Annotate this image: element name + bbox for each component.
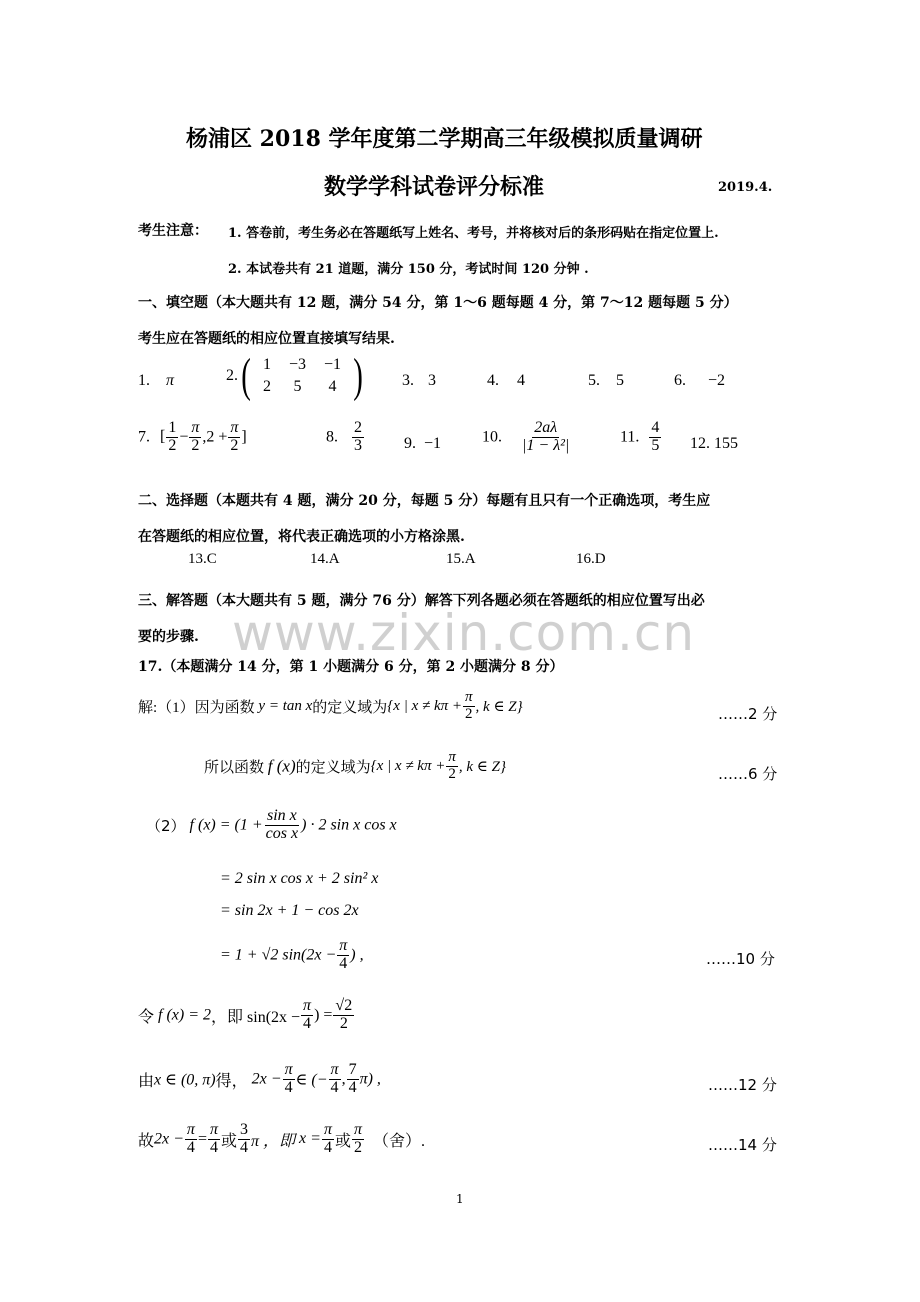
score-10: ……10 分 — [706, 950, 775, 968]
answer-9: 9. −1 — [404, 435, 442, 452]
page-number: 1 — [456, 1192, 464, 1206]
solution-line-3: （2） f (x) = (1 + $\frac{\text{sin x}}{\text{cos x}}$ ) · 2 sin x cos x — [146, 807, 397, 842]
section1-instruction: 考生应在答题纸的相应位置直接填写结果. — [138, 331, 395, 347]
section1-heading: 一、填空题（本大题共有 12 题，满分 54 分，第 1～6 题每题 4 分，第 7～12 题每题 5 分） — [138, 295, 738, 311]
solution-line-5: = sin 2x + 1 − cos 2x — [220, 902, 359, 919]
answer-11: 11. $\frac{4}{5}$ — [620, 419, 660, 454]
answer-12: 12. 155 — [690, 435, 738, 452]
score-6: ……6 分 — [718, 765, 778, 783]
answer-10: 10. $\frac{2a\lambda}{\text{|1 − λ²|}}$ — [482, 419, 570, 454]
solution-line-1: 解:（1）因为函数 y = tan x的定义域为{x | x ≠ kπ + $\frac{\pi}{2}$ , k ∈ Z} — [138, 689, 523, 722]
answer-2: 2. ( 1 −3 −1 2 5 4 ) — [226, 352, 366, 400]
choice-answer-15: 15.A — [446, 551, 476, 567]
choice-answer-16: 16.D — [576, 551, 606, 567]
document-subtitle: 数学学科试卷评分标准 — [324, 174, 545, 200]
answer-8: 8. $\frac{2}{3}$ — [326, 419, 362, 454]
choice-answer-14: 14.A — [310, 551, 340, 567]
choice-answer-13: 13.C — [188, 551, 217, 567]
score-12: ……12 分 — [708, 1076, 777, 1094]
watermark: www.zixin.com.cn — [232, 604, 696, 662]
solution-line-4: = 2 sin x cos x + 2 sin² x — [220, 870, 379, 887]
answer-1: 1. π — [138, 372, 175, 389]
document-title: 杨浦区 2018 学年度第二学期高三年级模拟质量调研 — [186, 126, 703, 152]
answer-6: 6. −2 — [674, 372, 726, 389]
score-2: ……2 分 — [718, 705, 778, 723]
notice-item-2: 2. 本试卷共有 21 道题，满分 150 分，考试时间 120 分钟 . — [228, 262, 589, 277]
notice-label: 考生注意： — [138, 223, 208, 239]
solution-line-8: 由x ∈ (0, π)得， 2x − $\frac{\pi}{4}$ ∈ (− $\frac{\pi}{4}$ , $\frac{7}{4}$ π) , — [138, 1061, 381, 1096]
notice-item-1: 1. 答卷前，考生务必在答题纸写上姓名、考号，并将核对后的条形码贴在指定位置上. — [228, 226, 719, 241]
answer-4: 4. 4 — [487, 372, 525, 389]
section2-heading-cont: 在答题纸的相应位置，将代表正确选项的小方格涂黑. — [138, 529, 465, 545]
section3-heading: 三、解答题（本大题共有 5 题，满分 76 分）解答下列各题必须在答题纸的相应位置写出必 — [138, 593, 705, 609]
question-17-title: 17.（本题满分 14 分，第 1 小题满分 6 分，第 2 小题满分 8 分） — [138, 659, 564, 675]
solution-line-2: 所以函数 f (x)的定义域为{x | x ≠ kπ + $\frac{\pi}{2}$ , k ∈ Z} — [204, 749, 506, 782]
answer-2-matrix: ( 1 −3 −1 2 5 4 ) — [241, 349, 363, 402]
section2-heading: 二、选择题（本题共有 4 题，满分 20 分，每题 5 分）每题有且只有一个正确选项，考生应 — [138, 493, 711, 509]
answer-7: 7. [ $\frac{1}{2}$ − $\frac{\pi}{2}$ ,2 + $\frac{\pi}{2}$ ] — [138, 419, 247, 454]
section3-heading-cont: 要的步骤. — [138, 629, 199, 645]
solution-line-7: 令 f (x) = 2，即 sin(2x − $\frac{\pi}{4}$ ) = $\frac{√2}{2}$ — [138, 997, 353, 1032]
answer-5: 5. 5 — [588, 372, 624, 389]
solution-line-6: = 1 + √2 sin(2x − $\frac{\pi}{4}$ ) , — [220, 937, 364, 972]
score-14: ……14 分 — [708, 1136, 777, 1154]
answer-3: 3. 3 — [402, 372, 436, 389]
document-date: 2019.4. — [718, 180, 773, 195]
solution-line-9: 故2x − $\frac{\pi}{4}$ = $\frac{\pi}{4}$ 或 $\frac{3}{4}$ π ，即 x = $\frac{\pi}{4}$ 或 $\frac{\pi}{2}$ （舍）. — [138, 1121, 425, 1156]
